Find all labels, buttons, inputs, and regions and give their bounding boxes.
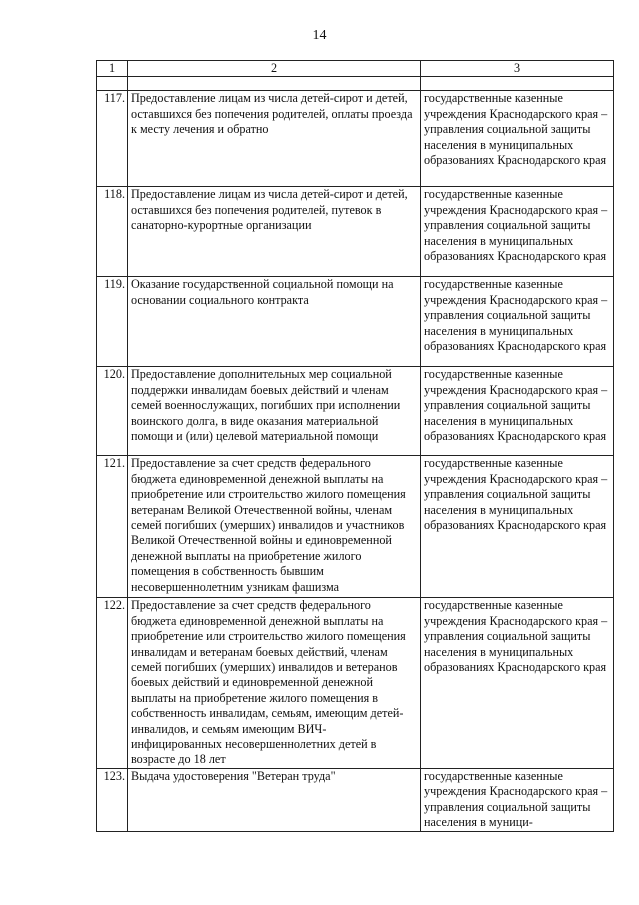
table-row [97,367,614,456]
spacer-cell [128,77,421,91]
service-description: Оказание государственной социальной помощи на основании социального контракта [128,277,421,367]
row-number: 119. [97,277,128,367]
service-description: Предоставление дополнительных мер социальной поддержки инвалидам боевых действий и членам семей военнослужащих, погибших при исполнении воинского долга, в виде оказания материальной помощи и (или) целевой материальной помощи [128,367,421,456]
responsible-institution: государственные казенные учреждения Краснодарского края – управления социальной защиты населения в муниципальных образованиях Краснодарского края [421,367,614,456]
row-number: 118. [97,187,128,277]
responsible-institution: государственные казенные учреждения Краснодарского края – управления социальной защиты населения в муници- [421,768,614,831]
table-spacer-row [97,77,614,91]
service-description: Предоставление лицам из числа детей-сирот и детей, оставшихся без попечения родителей, оплаты проезда к месту лечения и обратно [128,91,421,187]
responsible-institution: государственные казенные учреждения Краснодарского края – управления социальной защиты населения в муниципальных образованиях Краснодарского края [421,187,614,277]
row-number: 120. [97,367,128,456]
responsible-institution: государственные казенные учреждения Краснодарского края – управления социальной защиты населения в муниципальных образованиях Краснодарского края [421,277,614,367]
table-row [97,187,614,277]
table-row [97,598,614,768]
table-row [97,91,614,187]
table-row [97,456,614,598]
responsible-institution: государственные казенные учреждения Краснодарского края – управления социальной защиты населения в муниципальных образованиях Краснодарского края [421,598,614,768]
row-number: 121. [97,456,128,598]
service-description: Предоставление за счет средств федерального бюджета единовременной денежной выплаты на приобретение или строительство жилого помещения ветеранам Великой Отечественной войны, членам семей погибших (умерших) инвалидов и участников Великой Отечественной войны и единовременной денежной выплаты на приобретение жилого помещения в собственность бывшим несовершеннолетним узникам фашизма [128,456,421,598]
table-row [97,768,614,831]
row-number: 123. [97,768,128,831]
service-description: Предоставление за счет средств федерального бюджета единовременной денежной выплаты на приобретение или строительство жилого помещения инвалидам и ветеранам боевых действий, членам семей погибших (умерших) инвалидов и ветеранов боевых действий и единовременной денежной выплаты на приобретение жилого помещения в собственность инвалидам, семьям, имеющим детей-инвалидов, и семьям имеющим ВИЧ-инфицированных несовершеннолетних детей в возрасте до 18 лет [128,598,421,768]
responsible-institution: государственные казенные учреждения Краснодарского края – управления социальной защиты населения в муниципальных образованиях Краснодарского края [421,456,614,598]
spacer-cell [421,77,614,91]
services-table [96,60,614,832]
table-row [97,277,614,367]
header-col-1: 1 [97,61,128,77]
header-col-2: 2 [128,61,421,77]
service-description: Предоставление лицам из числа детей-сирот и детей, оставшихся без попечения родителей, путевок в санаторно-курортные организации [128,187,421,277]
table-header-row [97,61,614,77]
row-number: 122. [97,598,128,768]
page-number: 14 [312,28,327,43]
service-description: Выдача удостоверения "Ветеран труда" [128,768,421,831]
spacer-cell [97,77,128,91]
header-col-3: 3 [421,61,614,77]
row-number: 117. [97,91,128,187]
responsible-institution: государственные казенные учреждения Краснодарского края – управления социальной защиты населения в муниципальных образованиях Краснодарского края [421,91,614,187]
